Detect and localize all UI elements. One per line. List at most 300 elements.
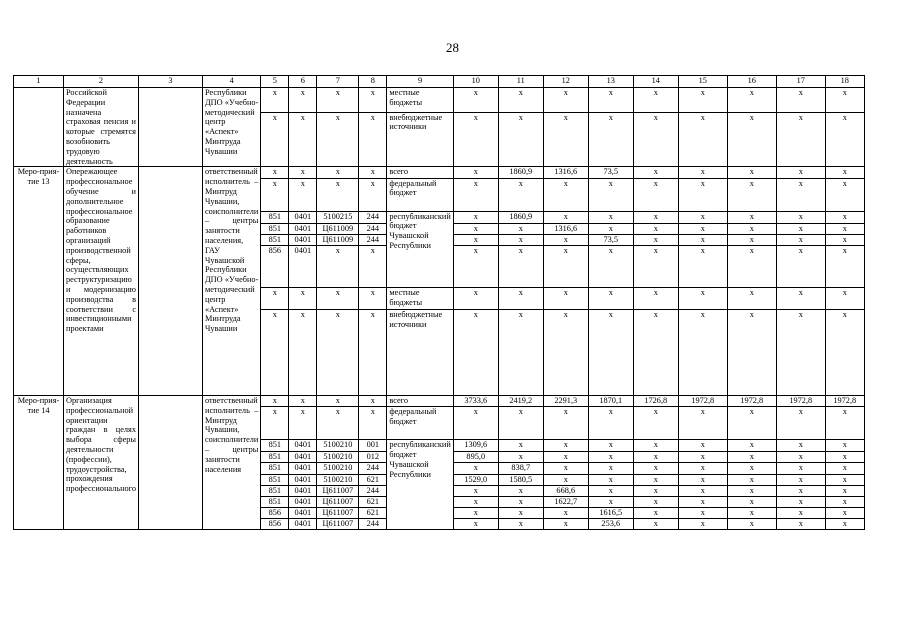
table-cell: x [678,112,727,167]
table-cell: 838,7 [498,463,543,474]
table-cell: 851 [261,496,289,507]
table-cell: x [543,508,588,519]
table-cell: x [498,440,543,452]
table-cell: x [543,287,588,309]
funding-source-cell: всего [387,395,453,406]
table-cell: x [776,508,825,519]
table-cell: x [727,508,776,519]
table-cell: x [453,234,498,245]
table-cell: 851 [261,440,289,452]
table-cell: x [543,309,588,395]
table-cell: x [825,519,864,530]
table-cell: x [776,223,825,234]
table-cell: x [678,463,727,474]
table-cell: x [633,178,678,211]
table-cell: 0401 [289,485,317,496]
table-cell: x [633,463,678,474]
table-cell: x [453,223,498,234]
event-name-cell: Организация профессиональной ориентации граждан в целях выбора сферы деятельности (профессии), трудоустройства, прохождения профессионального [64,395,139,530]
table-cell: x [498,178,543,211]
table-cell: x [498,112,543,167]
table-cell: x [825,223,864,234]
table-cell: 0401 [289,440,317,452]
table-cell: x [825,112,864,167]
table-cell: x [633,112,678,167]
table-cell: x [498,234,543,245]
table-cell: x [825,88,864,113]
table-cell: x [317,112,359,167]
table-cell: 0401 [289,245,317,287]
table-cell: x [588,463,633,474]
table-cell: 1860,9 [498,167,543,178]
table-cell: x [498,452,543,463]
table-cell: x [727,474,776,485]
table-cell: 012 [359,452,387,463]
table-cell: x [776,167,825,178]
table-cell: x [678,234,727,245]
table-cell: x [825,167,864,178]
table-cell: x [261,395,289,406]
table-cell: x [727,452,776,463]
table-cell: x [289,167,317,178]
table-cell: x [261,178,289,211]
table-cell: 1726,8 [633,395,678,406]
column-header: 14 [633,76,678,88]
table-cell: x [633,474,678,485]
table-cell: x [633,452,678,463]
table-cell: 0401 [289,519,317,530]
column-header: 15 [678,76,727,88]
table-cell: x [678,223,727,234]
table-cell: x [678,245,727,287]
table-cell: x [633,223,678,234]
table-cell: 856 [261,245,289,287]
budget-table [13,75,865,530]
table-cell: x [543,112,588,167]
table-cell: 0401 [289,508,317,519]
table-cell: x [678,452,727,463]
table-cell: x [543,452,588,463]
table-cell: x [776,474,825,485]
column-header: 8 [359,76,387,88]
table-cell: Ц611007 [317,496,359,507]
table-cell: x [588,287,633,309]
table-cell: x [776,452,825,463]
table-cell: x [453,309,498,395]
table-cell: x [588,245,633,287]
table-cell: x [543,178,588,211]
funding-source-cell: всего [387,167,453,178]
table-cell: x [678,508,727,519]
table-cell: x [588,485,633,496]
table-cell: x [453,519,498,530]
column-header: 6 [289,76,317,88]
table-cell: x [498,508,543,519]
table-cell: x [776,463,825,474]
table-cell: x [633,485,678,496]
table-cell: x [825,309,864,395]
table-cell: 0401 [289,234,317,245]
table-cell: x [727,496,776,507]
table-cell: 851 [261,234,289,245]
table-cell: x [776,178,825,211]
table-cell: x [727,88,776,113]
table-cell: x [498,485,543,496]
table-cell: 5100210 [317,474,359,485]
table-cell: x [359,309,387,395]
column-header: 10 [453,76,498,88]
table-cell: 1972,8 [825,395,864,406]
table-cell: x [261,407,289,440]
event-label-cell: Меро-прия-тие 13 [14,167,64,396]
table-cell: x [317,245,359,287]
table-cell: 621 [359,496,387,507]
table-cell: x [588,88,633,113]
table-cell: 001 [359,440,387,452]
table-cell: x [633,508,678,519]
table-cell: x [453,508,498,519]
table-cell: x [453,496,498,507]
table-cell: 0401 [289,496,317,507]
table-cell: x [633,245,678,287]
column-header: 17 [776,76,825,88]
table-cell: x [727,223,776,234]
table-cell: 851 [261,474,289,485]
table-cell: x [453,485,498,496]
column-header: 12 [543,76,588,88]
table-cell: x [633,234,678,245]
table-cell: x [776,407,825,440]
table-cell: x [588,440,633,452]
table-row [14,88,865,113]
table-cell: 244 [359,463,387,474]
table-cell: x [359,245,387,287]
table-cell: 0401 [289,463,317,474]
table-cell: x [588,452,633,463]
table-cell: x [289,309,317,395]
table-cell: x [825,474,864,485]
table-cell: x [453,88,498,113]
table-cell: x [453,178,498,211]
table-cell: x [776,211,825,223]
table-cell: 851 [261,463,289,474]
table-cell: x [543,474,588,485]
funding-source-cell: республиканский бюджет Чувашской Республики [387,211,453,287]
column-header: 11 [498,76,543,88]
event-name-cell: Российской Федерации назначена страховая пенсия и которые стремятся возобновить трудовую деятельность [64,88,139,167]
table-cell: x [825,178,864,211]
column-header: 5 [261,76,289,88]
table-cell: 1972,8 [678,395,727,406]
page-number: 28 [446,40,459,55]
table-cell: x [453,167,498,178]
column-header: 3 [139,76,203,88]
table-cell: 0401 [289,452,317,463]
table-cell: x [588,211,633,223]
table-cell: x [543,211,588,223]
funding-source-cell: федеральный бюджет [387,178,453,211]
column-header: 2 [64,76,139,88]
table-cell: x [289,287,317,309]
table-cell: x [825,211,864,223]
column-header: 9 [387,76,453,88]
table-cell: x [776,309,825,395]
table-cell: x [543,463,588,474]
table-cell: x [317,88,359,113]
table-cell: x [543,519,588,530]
table-cell: 851 [261,452,289,463]
table-cell: 856 [261,508,289,519]
table-cell: x [776,245,825,287]
executor-cell: ответственный исполнитель – Минтруд Чувашии, соисполнители – центры занятости населения, ГАУ Чувашской Республики ДПО «Учебно-методический центр «Аспект» Минтруда Чувашии [203,167,261,396]
table-cell: Ц611009 [317,234,359,245]
table-cell: x [543,234,588,245]
table-cell: x [825,407,864,440]
table-cell: 3733,6 [453,395,498,406]
table-cell: x [825,463,864,474]
table-cell: x [498,245,543,287]
table-cell: 244 [359,211,387,223]
table-cell: 73,5 [588,234,633,245]
table-cell: x [825,287,864,309]
table-cell: x [289,178,317,211]
table-cell: x [261,112,289,167]
table-cell: x [633,167,678,178]
table-cell: x [359,167,387,178]
table-cell: 244 [359,223,387,234]
table-cell: x [727,245,776,287]
table-cell: 2291,3 [543,395,588,406]
table-cell: x [317,178,359,211]
table-cell: x [727,167,776,178]
table-cell: x [678,474,727,485]
table-cell: Ц611007 [317,508,359,519]
table-cell: x [498,519,543,530]
table-cell: x [289,88,317,113]
table-cell: 1580,5 [498,474,543,485]
table-cell: 73,5 [588,167,633,178]
table-cell: x [678,407,727,440]
table-cell: x [498,407,543,440]
table-cell: Ц611007 [317,519,359,530]
table-cell: x [543,407,588,440]
table-cell: Ц611007 [317,485,359,496]
table-cell: x [588,112,633,167]
table-cell: x [543,440,588,452]
table-cell: x [633,287,678,309]
table-cell: 244 [359,485,387,496]
table-cell: x [317,395,359,406]
column-header: 1 [14,76,64,88]
table-cell: x [776,287,825,309]
table-cell: 244 [359,234,387,245]
event-label-cell: Меро-прия-тие 14 [14,395,64,530]
table-cell: x [359,395,387,406]
table-cell: x [678,287,727,309]
column-header: 7 [317,76,359,88]
column-header: 13 [588,76,633,88]
table-cell: x [317,407,359,440]
table-cell: x [633,407,678,440]
table-cell: внебюджетные источники [387,112,453,167]
event-label-cell [14,88,64,167]
table-cell: x [317,309,359,395]
table-cell: 621 [359,508,387,519]
table-cell: x [359,112,387,167]
table-cell: x [776,112,825,167]
table-cell: x [678,519,727,530]
table-cell: 253,6 [588,519,633,530]
table-cell: x [498,309,543,395]
table-cell: 851 [261,223,289,234]
table-cell: x [289,407,317,440]
executor-cell: ответственный исполнитель – Минтруд Чувашии, соисполнители – центры занятости населения [203,395,261,530]
table-cell: x [776,519,825,530]
table-cell: x [453,211,498,223]
table-cell: 1316,6 [543,167,588,178]
table-cell: x [633,211,678,223]
table-cell: x [498,88,543,113]
table-cell: 1972,8 [776,395,825,406]
table-cell: x [776,485,825,496]
table-cell: x [727,440,776,452]
table-cell: 1870,1 [588,395,633,406]
column-header: 16 [727,76,776,88]
table-cell: x [776,234,825,245]
table-cell: 895,0 [453,452,498,463]
table-cell: x [359,407,387,440]
table-cell: x [453,245,498,287]
table-cell: x [588,407,633,440]
table-cell: x [453,112,498,167]
funding-source-cell: республиканский бюджет Чувашской Республики [387,440,453,530]
table-cell: x [678,211,727,223]
table-cell: 851 [261,485,289,496]
empty-cell [139,395,203,530]
table-cell: 0401 [289,474,317,485]
table-cell: x [776,88,825,113]
table-cell: x [498,223,543,234]
table-cell: x [359,88,387,113]
table-cell: x [261,167,289,178]
funding-source-cell: местные бюджеты [387,287,453,309]
table-cell: x [825,234,864,245]
table-cell: x [776,440,825,452]
table-cell: x [588,309,633,395]
table-row [14,395,865,406]
table-cell: x [317,287,359,309]
table-cell: x [633,440,678,452]
funding-source-cell: федеральный бюджет [387,407,453,440]
table-cell: x [727,211,776,223]
table-cell: 0401 [289,211,317,223]
table-cell: x [727,287,776,309]
table-cell: 1309,6 [453,440,498,452]
table-cell: x [588,496,633,507]
table-row [14,167,865,178]
table-cell: 1616,5 [588,508,633,519]
table-cell: x [678,167,727,178]
table-cell: x [588,178,633,211]
table-cell: x [261,309,289,395]
table-cell: x [317,167,359,178]
column-header: 4 [203,76,261,88]
table-cell: x [359,287,387,309]
table-cell: x [453,407,498,440]
table-cell: x [453,287,498,309]
event-name-cell: Опережающее профессиональное обучение и дополнительное профессиональное образование работников организаций производственной сферы, осуществляющих реструктуризацию и модернизацию производства в соответствии с инвестиционными проектами [64,167,139,396]
table-cell: 0401 [289,223,317,234]
table-cell: x [678,440,727,452]
executor-cell: Республики ДПО «Учебно-методический центр «Аспект» Минтруда Чувашии [203,88,261,167]
table-cell: 668,6 [543,485,588,496]
table-cell: x [727,407,776,440]
table-cell: x [727,112,776,167]
table-cell: x [498,287,543,309]
table-cell: x [727,309,776,395]
table-cell: x [678,496,727,507]
table-cell: 1316,6 [543,223,588,234]
table-cell: x [588,223,633,234]
table-cell: x [633,519,678,530]
table-cell: 856 [261,519,289,530]
table-cell: x [727,463,776,474]
table-cell: x [727,519,776,530]
table-cell: x [727,485,776,496]
table-cell: x [633,88,678,113]
table-cell: x [825,452,864,463]
table-cell: x [825,485,864,496]
table-cell: x [776,496,825,507]
table-cell: x [289,112,317,167]
table-cell: x [543,245,588,287]
column-header: 18 [825,76,864,88]
table-cell: x [261,88,289,113]
table-cell: 1860,9 [498,211,543,223]
table-cell: местные бюджеты [387,88,453,113]
table-cell: 621 [359,474,387,485]
table-cell: 244 [359,519,387,530]
empty-cell [139,88,203,167]
table-cell: x [825,440,864,452]
table-cell: 1529,0 [453,474,498,485]
table-cell: Ц611009 [317,223,359,234]
table-cell: 2419,2 [498,395,543,406]
table-cell: x [453,463,498,474]
empty-cell [139,167,203,396]
table-cell: 1622,7 [543,496,588,507]
table-cell: 851 [261,211,289,223]
table-cell: x [678,88,727,113]
table-cell: x [498,496,543,507]
table-cell: 1972,8 [727,395,776,406]
table-cell: 5100210 [317,452,359,463]
funding-source-cell: внебюджетные источники [387,309,453,395]
table-cell: x [727,178,776,211]
table-cell: x [825,496,864,507]
table-cell: x [633,496,678,507]
table-cell: 5100210 [317,463,359,474]
table-cell: 5100215 [317,211,359,223]
table-cell: x [678,485,727,496]
table-cell: x [678,178,727,211]
table-cell: x [261,287,289,309]
table-cell: x [727,234,776,245]
table-cell: 5100210 [317,440,359,452]
table-cell: x [543,88,588,113]
header-row [14,76,865,88]
table-cell: x [588,474,633,485]
